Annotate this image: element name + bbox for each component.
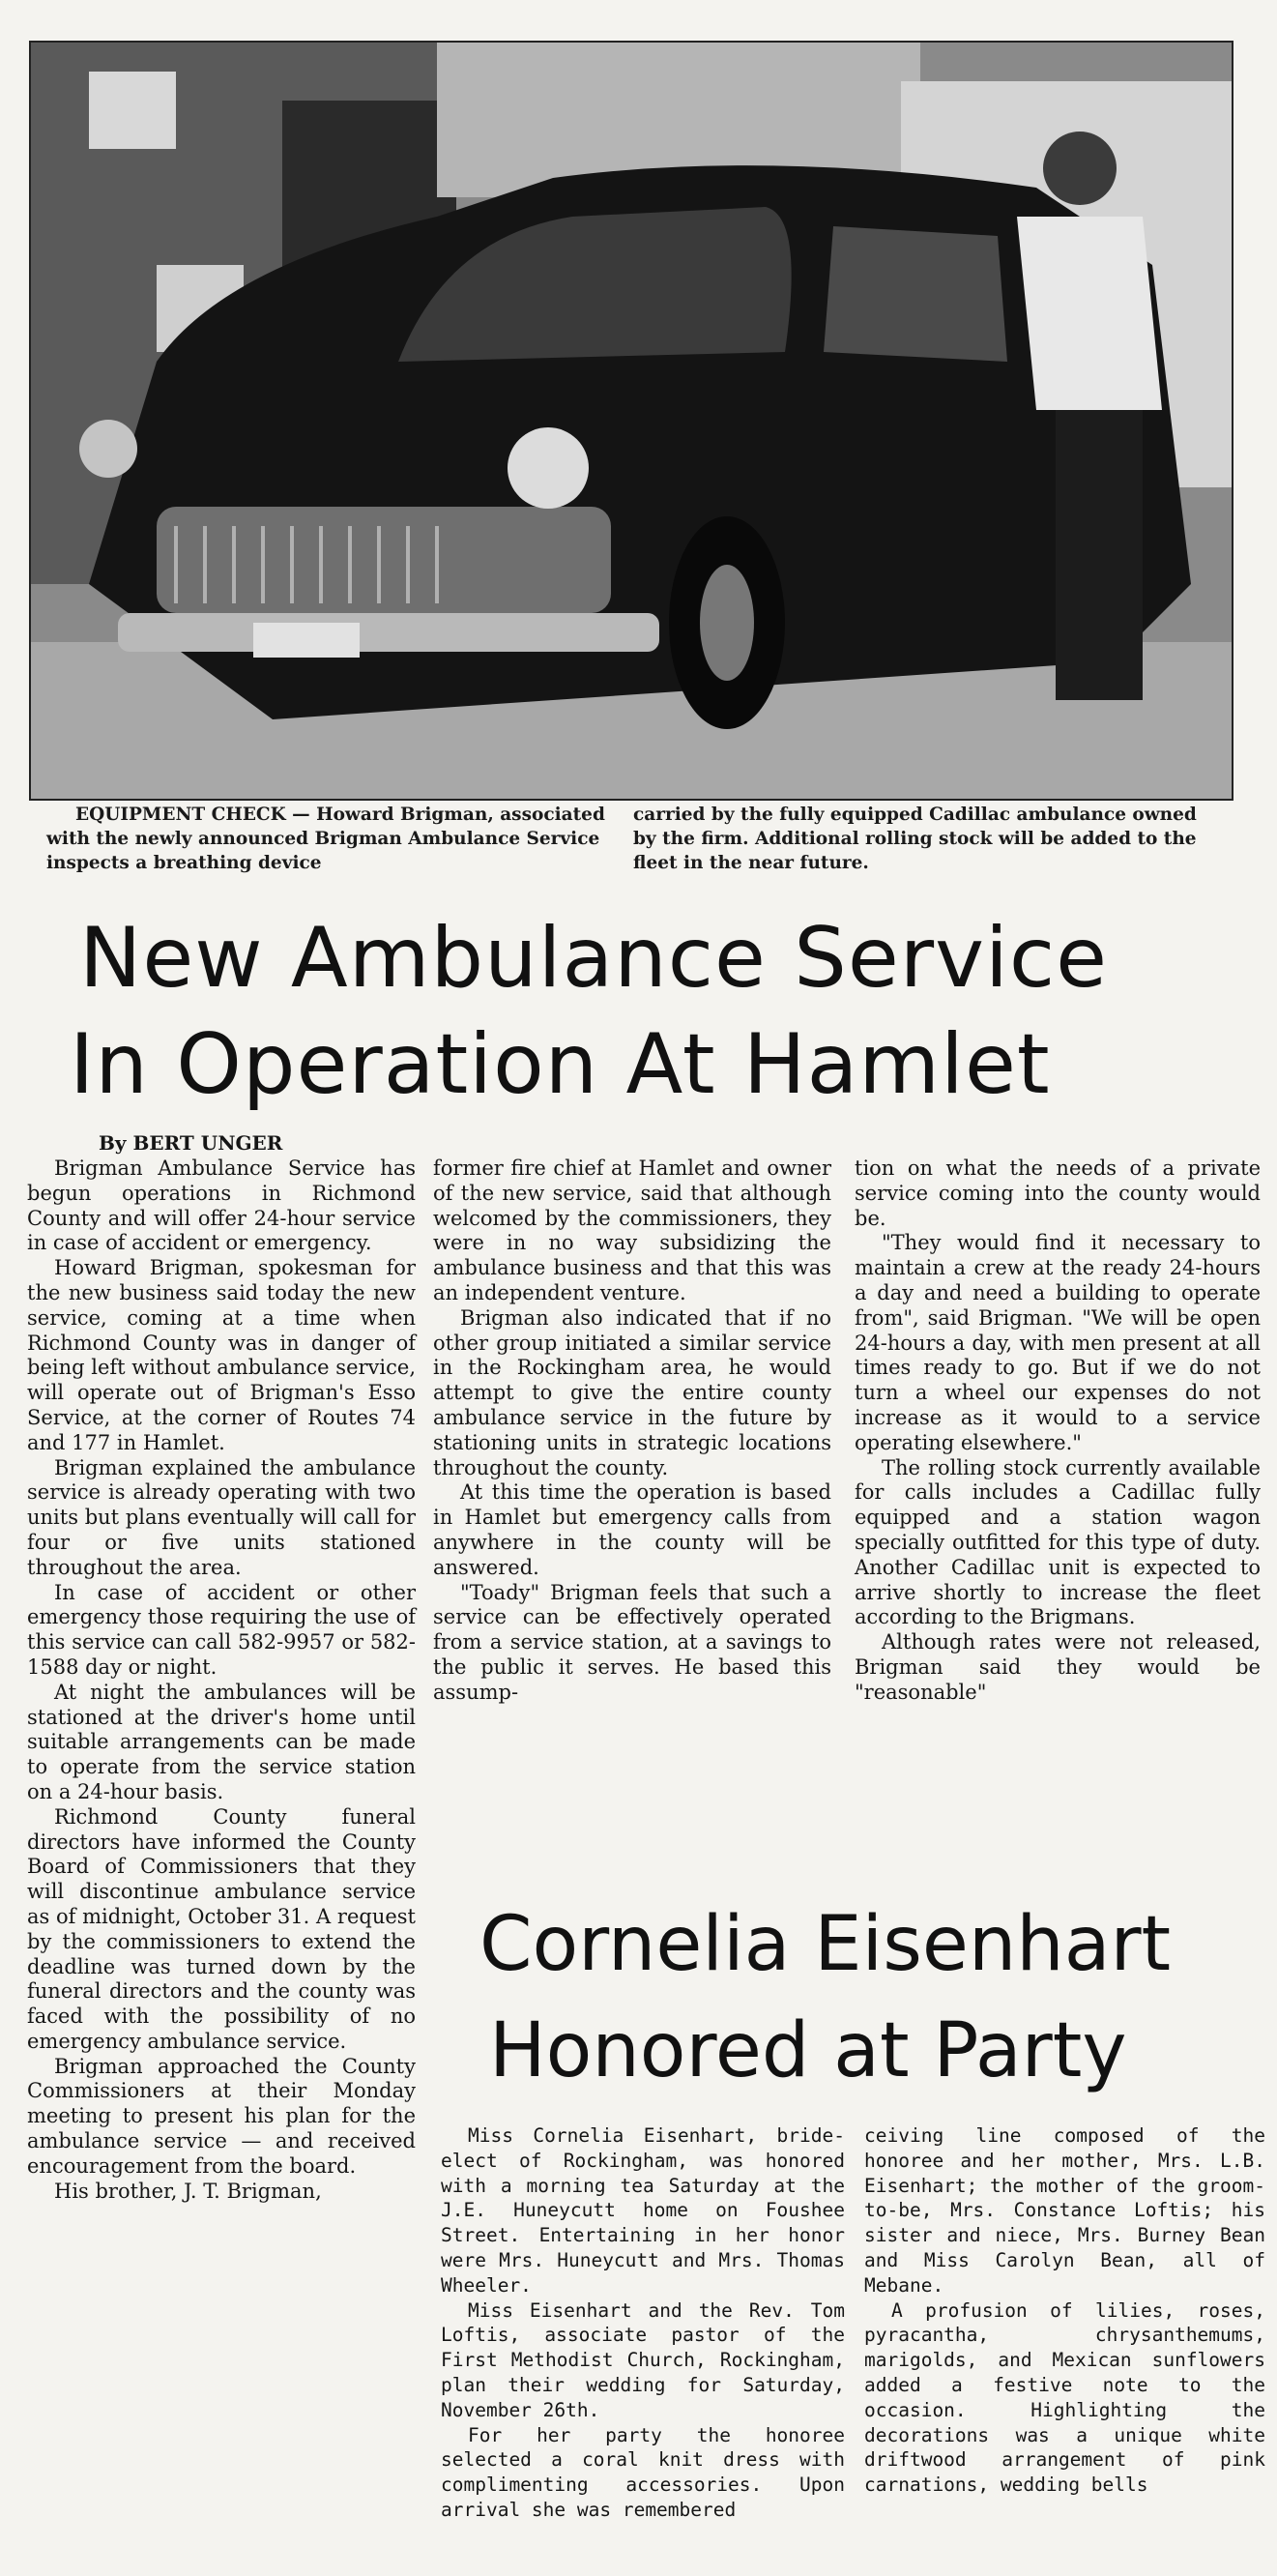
ambulance-photo-illustration bbox=[31, 43, 1232, 799]
article-headline: Honored at Party bbox=[489, 2007, 1127, 2094]
byline: By BERT UNGER bbox=[99, 1131, 283, 1155]
paragraph: Brigman also indicated that if no other group initiated a similar service in the Rockingham area, he would attempt to give the entire county ambulance service in the future by stationing units in strategic locations throughout the county. bbox=[433, 1305, 831, 1479]
paragraph: At night the ambulances will be stationed at the driver's home until suitable arrangements can be made to operate from the service station on a 24-hour basis. bbox=[27, 1680, 416, 1803]
news-photo bbox=[29, 41, 1233, 801]
paragraph: The rolling stock currently available for calls includes a Cadillac fully equipped and a station wagon specially outfitted for this type of duty. Another Cadillac unit is expected to arrive shortly to increase the fleet according to the Brigmans. bbox=[855, 1455, 1261, 1629]
paragraph: For her party the honoree selected a coral knit dress with complimenting accessories. Upon arrival she was remembered bbox=[441, 2423, 845, 2521]
photo-caption-right: carried by the fully equipped Cadillac ambulance owned by the firm. Additional rolling stock will be added to the fleet in the near future. bbox=[633, 805, 1197, 873]
paragraph: "They would find it necessary to maintain a crew at the ready 24-hours a day and need a building to operate from", said Brigman. "We will be open 24-hours a day, with men present at all times ready to go. But if we do not turn a wheel our expenses do not increase as it would to a service operating elsewhere." bbox=[855, 1231, 1261, 1454]
paragraph: His brother, J. T. Brigman, bbox=[54, 2179, 322, 2203]
article-column-2 bbox=[433, 1156, 831, 1706]
paragraph: former fire chief at Hamlet and owner of the new service, said that although welcomed by the commissioners, they were in no way subsidizing the ambulance business and that this was an independent venture. bbox=[433, 1156, 831, 1304]
article2-column-1 bbox=[441, 2123, 845, 2523]
paragraph: Brigman approached the County Commissioners at their Monday meeting to present his plan for the ambulance service — and received encouragement from the board. bbox=[27, 2054, 416, 2178]
photo-caption-left: EQUIPMENT CHECK — Howard Brigman, associated with the newly announced Brigman Ambulance Service inspects a breathing device bbox=[46, 805, 605, 873]
article-column-3 bbox=[855, 1156, 1261, 1706]
paragraph: Brigman Ambulance Service has begun operations in Richmond County and will offer 24-hour service in case of accident or emergency. bbox=[27, 1156, 416, 1255]
paragraph: At this time the operation is based in Hamlet but emergency calls from anywhere in the county will be answered. bbox=[433, 1480, 831, 1579]
paragraph: Brigman explained the ambulance service is already operating with two units but plans eventually will call for four or five units stationed throughout the area. bbox=[27, 1455, 416, 1579]
paragraph: "Toady" Brigman feels that such a service can be effectively operated from a service station, at a savings to the public it serves. He based this assump- bbox=[433, 1580, 831, 1704]
article2-column-2 bbox=[864, 2123, 1265, 2498]
article-headline: In Operation At Hamlet bbox=[70, 1016, 1051, 1113]
paragraph: Although rates were not released, Brigman said they would be "reasonable" bbox=[855, 1630, 1261, 1704]
article-headline: New Ambulance Service bbox=[79, 910, 1109, 1007]
paragraph: Howard Brigman, spokesman for the new business said today the new service, coming at a time when Richmond County was in danger of being left without ambulance service, will operate out of Brigman's Esso Service, at the corner of Routes 74 and 177 in Hamlet. bbox=[27, 1256, 416, 1454]
article-column-1 bbox=[27, 1156, 416, 2204]
paragraph: ceiving line composed of the honoree and her mother, Mrs. L.B. Eisenhart; the mother of the groom-to-be, Mrs. Constance Loftis; his sister and niece, Mrs. Burney Bean and Miss Carolyn Bean, all of Mebane. bbox=[864, 2124, 1265, 2297]
paragraph: Miss Cornelia Eisenhart, bride-elect of Rockingham, was honored with a morning tea Saturday at the J.E. Huneycutt home on Foushee Street. Entertaining in her honor were Mrs. Huneycutt and Mrs. Thomas Wheeler. bbox=[441, 2124, 845, 2297]
paragraph: Richmond County funeral directors have informed the County Board of Commissioners that they will discontinue ambulance service as of midnight, October 31. A request by the commissioners to extend the deadline was turned down by the funeral directors and the county was faced with the possibility of no emergency ambulance service. bbox=[27, 1804, 416, 2053]
paragraph: tion on what the needs of a private service coming into the county would be. bbox=[855, 1156, 1261, 1230]
article-headline: Cornelia Eisenhart bbox=[479, 1901, 1172, 1988]
paragraph: A profusion of lilies, roses, pyracantha, chrysanthemums, marigolds, and Mexican sunflowers added a festive note to the occasion. Highlighting the decorations was a unique white driftwood arrangement of pink carnations, wedding bells bbox=[864, 2298, 1265, 2497]
paragraph: Miss Eisenhart and the Rev. Tom Loftis, associate pastor of the First Methodist Church, Rockingham, plan their wedding for Saturday, November 26th. bbox=[441, 2298, 845, 2421]
paragraph: In case of accident or other emergency those requiring the use of this service can call 582-9957 or 582-1588 day or night. bbox=[27, 1580, 416, 1679]
